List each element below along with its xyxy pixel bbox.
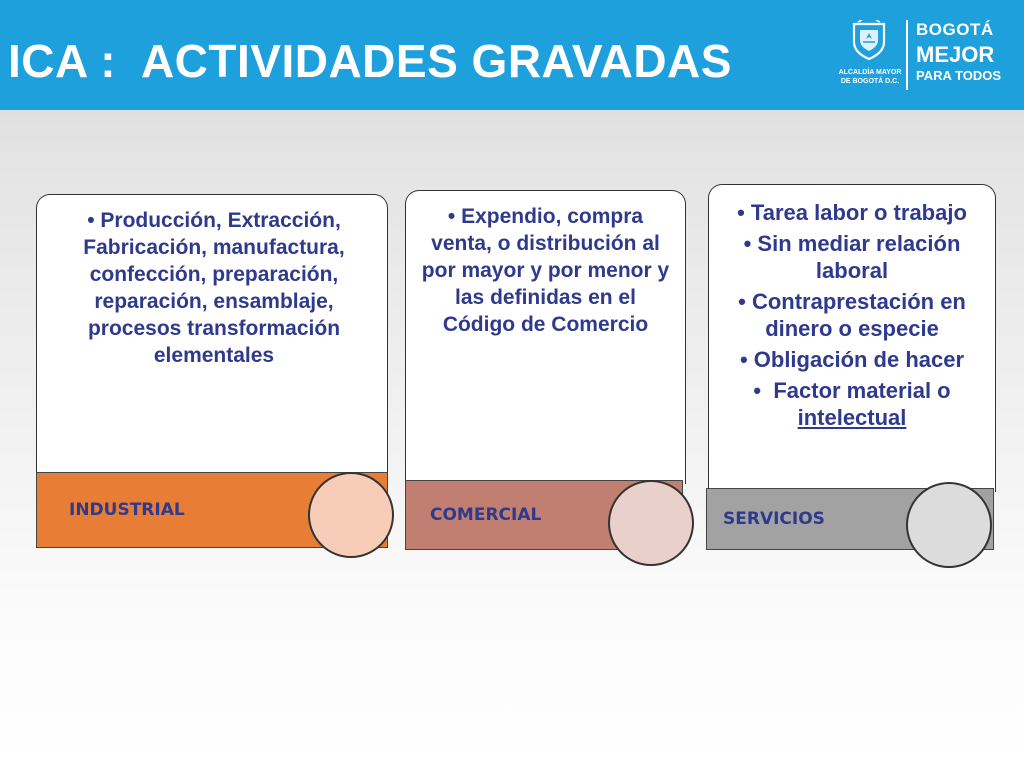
decorative-circle-servicios (906, 482, 992, 568)
list-item-text: Factor material o (773, 378, 951, 403)
card-industrial (36, 194, 388, 476)
list-item: • Producción, Extracción, Fabricación, manufactura, confección, preparación, reparación, ensamblaje, procesos transformación elementales (55, 207, 373, 369)
list-item: • Tarea labor o trabajo (717, 199, 987, 226)
alcaldia-logo (838, 16, 902, 96)
category-label-servicios: SERVICIOS (723, 509, 825, 529)
category-label-comercial: COMERCIAL (430, 505, 542, 525)
decorative-circle-industrial (308, 472, 394, 558)
bogota-logo-line-2: MEJOR (916, 42, 995, 67)
decorative-circle-comercial (608, 480, 694, 566)
comercial-item-list (406, 191, 685, 338)
card-comercial (405, 190, 686, 484)
list-item-underlined-text: intelectual (797, 405, 907, 430)
logo-divider (906, 20, 908, 90)
list-item (717, 377, 987, 431)
category-label-industrial: INDUSTRIAL (69, 500, 185, 520)
page-title: ICA : ACTIVIDADES GRAVADAS (8, 35, 732, 87)
industrial-item-list (37, 195, 387, 369)
alcaldia-line-1: ALCALDÍA MAYOR (838, 69, 902, 76)
alcaldia-line-2: DE BOGOTÁ D.C. (840, 78, 900, 85)
alcaldia-logo-text (838, 68, 902, 86)
list-item: • Contraprestación en dinero o especie (717, 288, 987, 342)
header-bar (0, 0, 1024, 110)
list-item: • Sin mediar relación laboral (717, 230, 987, 284)
coat-of-arms-icon (850, 20, 888, 60)
list-item: • Expendio, compra venta, o distribución al por mayor y por menor y las definidas en el Código de Comercio (416, 203, 675, 338)
list-item: • Obligación de hacer (717, 346, 987, 373)
card-servicios (708, 184, 996, 492)
servicios-item-list (709, 185, 995, 431)
bogota-logo (916, 16, 1016, 96)
bogota-logo-line-3: PARA TODOS (916, 68, 1001, 83)
bogota-logo-line-1: BOGOTÁ (916, 20, 994, 39)
